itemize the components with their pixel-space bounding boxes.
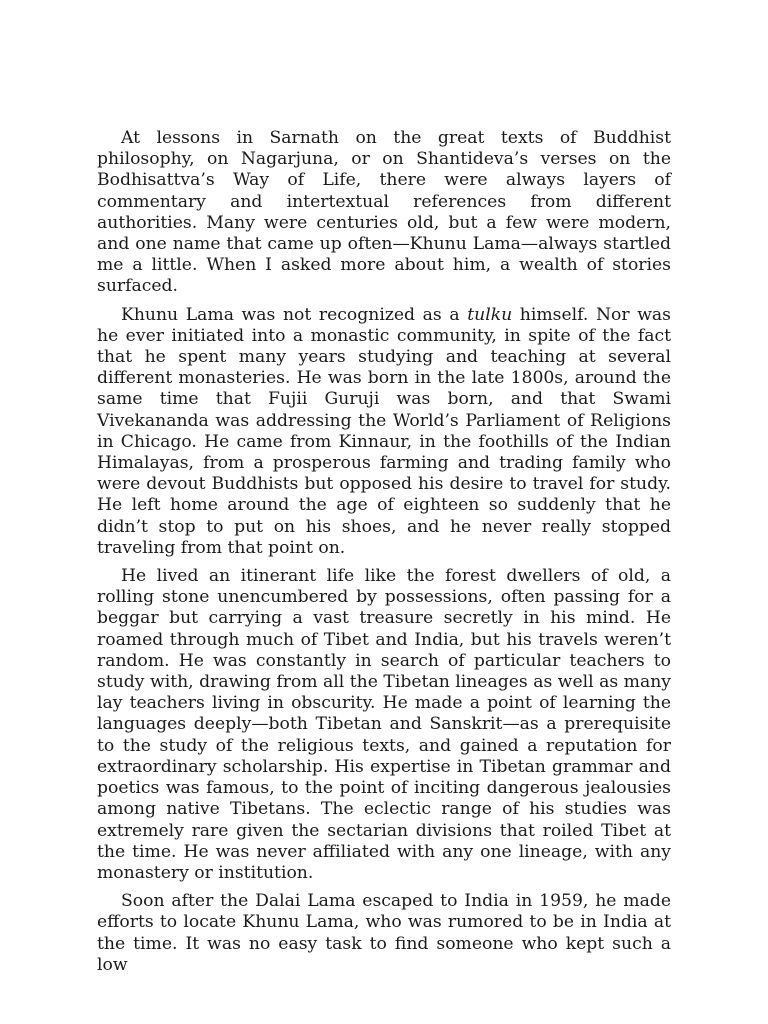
book-page <box>97 128 671 976</box>
paragraph-1-text: At lessons in Sarnath on the great texts of Buddhist philosophy, on Nagarjuna, or on Shantideva’s verses on the Bodhisattva’s Way of Life, there were always layers of commentary and intertextual references from different authorities. Many were centuries old, but a few were modern, and one name that came up often—Khunu Lama—always startled me a little. When I asked more about him, a wealth of stories surfaced. <box>97 128 671 297</box>
paragraph-2-text-end: himself. Nor was he ever initiated into a monastic community, in spite of the fact that he spent many years studying and teaching at several different monasteries. He was born in the late 1800s, around the same time that Fujii Guruji was born, and that Swami Vivekananda was addressing the World’s Parliament of Religions in Chicago. He came from Kinnaur, in the foothills of the Indian Himalayas, from a prosperous farming and trading family who were devout Buddhists but opposed his desire to travel for study. He left home around the age of eighteen so suddenly that he didn’t stop to put on his shoes, and he never really stopped traveling from that point on. <box>97 304 671 558</box>
paragraph-3 <box>97 566 671 884</box>
paragraph-3-text: He lived an itinerant life like the forest dwellers of old, a rolling stone unencumbered by possessions, often passing for a beggar but carrying a vast treasure secretly in his mind. He roamed through much of Tibet and India, but his travels weren’t random. He was constantly in search of particular teachers to study with, drawing from all the Tibetan lineages as well as many lay teachers living in obscurity. He made a point of learning the languages deeply—both Tibetan and Sanskrit—as a prerequisite to the study of the religious texts, and gained a reputation for extraordinary scholarship. His expertise in Tibetan grammar and poetics was famous, to the point of inciting dangerous jealousies among native Tibetans. The eclectic range of his studies was extremely rare given the sectarian divisions that roiled Tibet at the time. He was never affiliated with any one lineage, with any monastery or institution. <box>97 566 671 883</box>
paragraph-1 <box>97 128 671 298</box>
italic-term-tulku: tulku <box>467 304 513 325</box>
paragraph-2 <box>97 305 671 559</box>
paragraph-4 <box>97 891 671 976</box>
paragraph-2-text-start: Khunu Lama was not recognized as a <box>121 304 468 325</box>
paragraph-4-text: Soon after the Dalai Lama escaped to India in 1959, he made efforts to locate Khunu Lama, who was rumored to be in India at the time. It was no easy task to find someone who kept such a low <box>97 891 671 975</box>
